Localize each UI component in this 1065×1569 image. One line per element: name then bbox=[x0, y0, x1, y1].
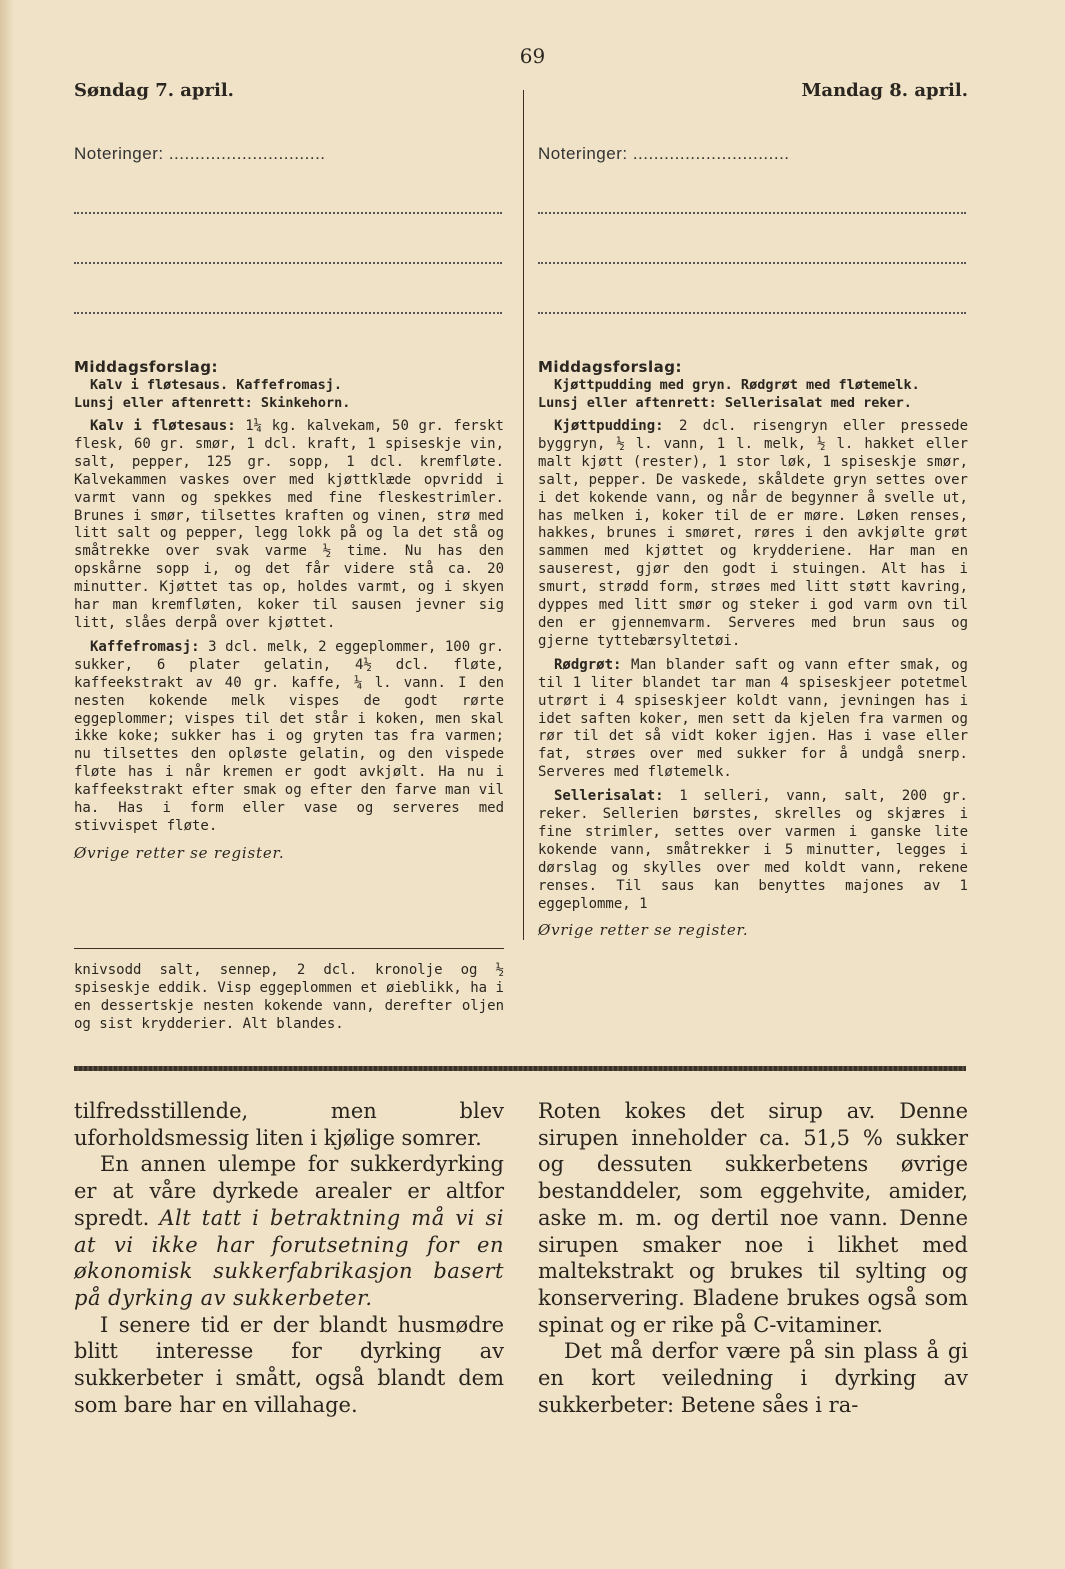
recipe-rodgrot bbox=[538, 657, 968, 782]
menu-heading: Middagsforslag: bbox=[74, 358, 218, 376]
ovrige-retter-note: Øvrige retter se register. bbox=[538, 921, 749, 940]
paragraph: I senere tid er der blandt husmødre blitt interesse for dyrking av sukkerbeter i smått, også blandt dem som bare har en villahage. bbox=[74, 1312, 504, 1417]
paragraph-emphasis: Alt tatt i betraktning må vi si at vi ikke har forutsetning for en økonomisk sukkerfabrikasjon basert på dyrking av sukkerbeter. bbox=[74, 1205, 504, 1310]
recipe-title: Kjøttpudding: bbox=[554, 418, 664, 434]
recipe-text: 2 dcl. risengryn eller pressede byggryn, ½ l. vann, 1 l. melk, ½ l. hakket eller malt kjøtt (rester), 1 stor løk, 1 spiseskje smør, salt, pepper. De vaskede, skåldete gryn settes over i det kokende vann, og når de begynner å svelle ut, has melken i, koker til de er møre. Løken renses, hakkes, brunes i smøret, røres i den avkjølte grøt sammen med kjøttet og krydderiene. Har man en sauserest, gjør den godt i stuingen. Alt has i smurt, strødd form, strøes med litt støtt kavring, dyppes med litt smør og steker i god varm ovn til den er gjennemvarm. Serveres med brun saus og gjerne tyttebærsyltetøi. bbox=[538, 418, 968, 649]
notes-line-2 bbox=[74, 242, 502, 264]
menu-heading: Middagsforslag: bbox=[538, 358, 682, 376]
notes-label-text: Noteringer: bbox=[74, 144, 164, 163]
notes-line-2 bbox=[538, 242, 966, 264]
menu-dinner: Kjøttpudding med gryn. Rødgrøt med fløtemelk. bbox=[554, 377, 920, 393]
notes-dots: .............................. bbox=[627, 144, 790, 163]
paragraph: Det må derfor være på sin plass å gi en kort veiledning i dyrking av sukkerbeter: Betene såes i ra- bbox=[538, 1339, 968, 1417]
page-number: 69 bbox=[519, 44, 546, 68]
menu-lunch: Lunsj eller aftenrett: Sellerisalat med reker. bbox=[538, 395, 912, 411]
paragraph bbox=[74, 1151, 504, 1311]
recipe-kalv bbox=[74, 418, 504, 633]
ovrige-retter-note: Øvrige retter se register. bbox=[74, 843, 285, 862]
notes-line-3 bbox=[538, 292, 966, 314]
paragraph-text: En annen ulempe for sukkerdyrking er at våre dyrkede arealer er altfor spredt. bbox=[74, 1152, 504, 1230]
column-divider bbox=[523, 90, 524, 940]
notes-dots: .............................. bbox=[163, 144, 326, 163]
body-text-left bbox=[74, 1098, 504, 1418]
recipe-text: Man blander saft og vann efter smak, og til 1 liter blandet tar man 4 spiseskjeer potetmel utrørt i 4 spiseskjeer koldt vann, jevningen has i idet saften koker, men sett da kjelen fra varmen og rør til det så vidt koker igjen. Has i vase eller fat, strøes over med sukker for å undgå snerp. Serveres med fløtemelk. bbox=[538, 656, 968, 781]
notes-line-1 bbox=[74, 192, 502, 214]
menu-lunch: Lunsj eller aftenrett: Skinkehorn. bbox=[74, 395, 351, 411]
body-text-right bbox=[538, 1098, 968, 1418]
day-heading-sunday: Søndag 7. april. bbox=[74, 80, 234, 101]
menu-dinner: Kalv i fløtesaus. Kaffefromasj. bbox=[90, 377, 342, 393]
notes-line-1 bbox=[538, 192, 966, 214]
recipe-title: Rødgrøt: bbox=[554, 656, 622, 673]
left-column bbox=[74, 80, 504, 1060]
page-edge bbox=[0, 0, 14, 1569]
paragraph: Roten kokes det sirup av. Denne sirupen inneholder ca. 51,5 % sukker og dessuten sukkerbetens øvrige bestanddeler, som eggehvite, amider, aske m. m. og dertil noe vann. Denne sirupen smaker noe i likhet med maltekstrakt og brukes til sylting og konservering. Bladene brukes også som spinat og er rike på C-vitaminer. bbox=[538, 1099, 968, 1337]
notes-label bbox=[74, 144, 504, 164]
recipe-kjottpudding bbox=[538, 418, 968, 651]
recipe-text: 1¼ kg. kalvekam, 50 gr. ferskt flesk, 60 gr. smør, 1 dcl. kraft, 1 spiseskje vin, salt, pepper, 125 gr. sopp, 1 dcl. kremfløte. Kalvekammen vaskes over med kjøttklæde opvridd i varmt vann og spekkes med fine fleskestrimler. Brunes i smør, tilsettes kraften og vinen, strø med litt salt og pepper, legg lokk på og la det stå og småtrekke over svak varme ½ time. Nu has den opskårne sopp i, og det får videre stå ca. 20 minutter. Kjøttet tas op, holdes varmt, og i skyen har man kremfløten, koker til sausen jevner sig litt, slåes derpå over kjøttet. bbox=[74, 418, 504, 631]
right-column bbox=[538, 80, 968, 1060]
recipe-title: Sellerisalat: bbox=[554, 788, 664, 805]
recipe-kaffefromasj bbox=[74, 639, 504, 836]
left-separator bbox=[74, 948, 504, 949]
recipe-sellerisalat bbox=[538, 788, 968, 913]
recipe-text: 3 dcl. melk, 2 eggeplommer, 100 gr. sukker, 6 plater gelatin, 4½ dcl. fløte, kaffeekstrakt av 40 gr. kaffe, ¼ l. vann. I den nesten kokende melk vispes de godt rørte eggeplommer; vispes til det står i koken, men skal ikke koke; sukker has i og gryten tas fra varmen; nu tilsettes den opløste gelatin, og den vispede fløte has i når kremen er godt avkjølt. Ha nu i kaffeekstrakt efter smak og efter den farve man vil ha. Has i form eller vase og serveres med stivvispet fløte. bbox=[74, 638, 504, 834]
recipe-continuation: knivsodd salt, sennep, 2 dcl. kronolje og ½ spiseskje eddik. Visp eggeplommen et øieblikk, ha i en dessertskje nesten kokende vann, derefter oljen og sist krydderier. Alt blandes. bbox=[74, 962, 504, 1032]
paragraph: tilfredsstillende, men blev uforholdsmessig liten i kjølige somrer. bbox=[74, 1099, 504, 1150]
recipe-title: Kaffefromasj: bbox=[90, 638, 200, 655]
notes-label-text: Noteringer: bbox=[538, 144, 628, 163]
notes-label bbox=[538, 144, 968, 164]
section-divider bbox=[74, 1066, 966, 1071]
recipe-text: 1 selleri, vann, salt, 200 gr. reker. Sellerien børstes, skrelles og skjæres i fine strimler, settes over varmen i ganske lite kokende vann, småtrekker i 5 minutter, legges i dørslag og skylles over med koldt vann, rekene renses. Til saus kan benyttes majones av 1 eggeplomme, 1 bbox=[538, 788, 968, 912]
day-heading-monday: Mandag 8. april. bbox=[801, 80, 968, 101]
recipe-title: Kalv i fløtesaus: bbox=[90, 418, 236, 434]
notes-line-3 bbox=[74, 292, 502, 314]
